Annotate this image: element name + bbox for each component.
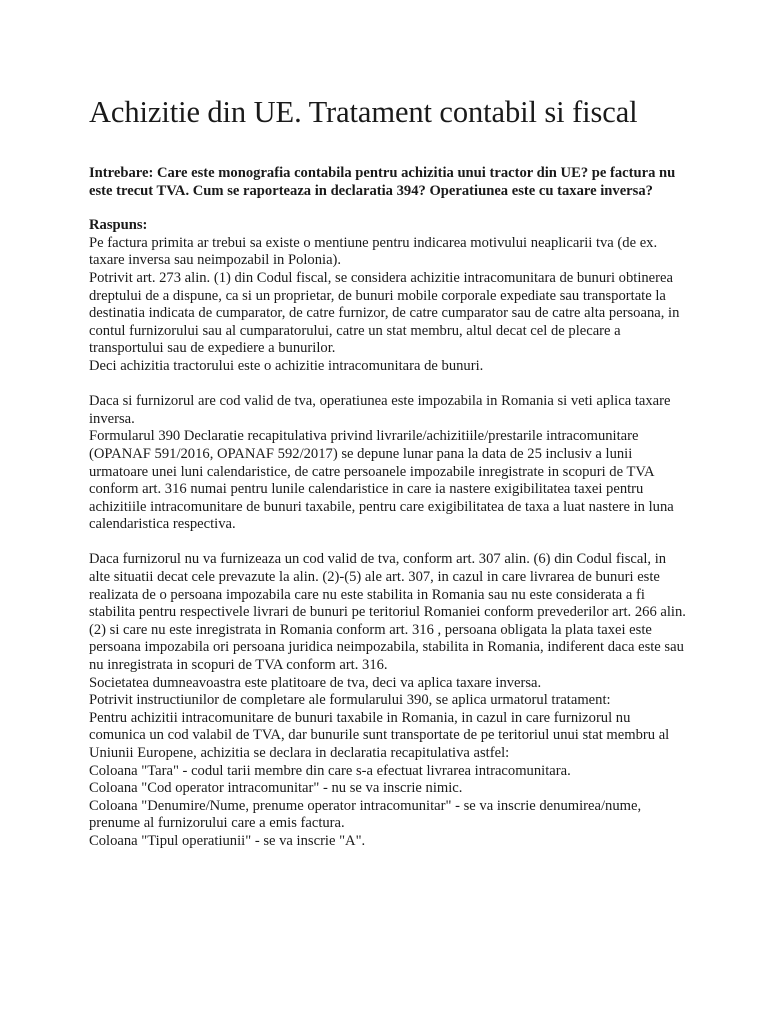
- paragraph-art-307: Daca furnizorul nu va furnizeaza un cod valid de tva, conform art. 307 alin. (6) din Codul fiscal, in alte situatii decat cele prevazute la alin. (2)-(5) ale art. 307, in cazul in care livrarea de bunuri este realizata de o persoana impozabila care nu este stabilita in Romania sau nu este considerata a fi stabilita pentru respectivele livrari de bunuri pe teritoriul Romaniei conform prevederilor art. 266 alin. (2) si care nu este inregistrata in Romania conform art. 316 , persoana obligata la plata taxei este persoana impozabila ori persoana juridica neimpozabila, stabilita in Romania, indiferent daca este sau nu inregistrata in scopuri de TVA conform art. 316.: [89, 551, 686, 674]
- paragraph-column-tara: Coloana "Tara" - codul tarii membre din care s-a efectuat livrarea intracomunitara.: [89, 762, 571, 779]
- paragraph-column-tipul-operatiunii: Coloana "Tipul operatiunii" - se va inscrie "A".: [89, 832, 366, 849]
- document-title: Achizitie din UE. Tratament contabil si fiscal: [89, 95, 638, 129]
- paragraph-spacer: [89, 534, 689, 552]
- paragraph-intracommunity-treatment: Pentru achizitii intracomunitare de bunuri taxabile in Romania, in cazul in care furnizorul nu comunica un cod valabil de TVA, dar bunurile sunt transportate de pe teritoriul unui stat membru al Uniunii Europene, achizitia se declara in declaratia recapitulativa astfel:: [89, 709, 670, 761]
- paragraph-company-vat-payer: Societatea dumneavoastra este platitoare de tva, deci va aplica taxare inversa.: [89, 674, 542, 691]
- paragraph-spacer: [89, 376, 689, 394]
- document-page: [89, 92, 689, 851]
- paragraph-art-273: Potrivit art. 273 alin. (1) din Codul fiscal, se considera achizitie intracomunitara de bunuri obtinerea dreptului de a dispune, ca si un proprietar, de bunuri mobile corporale expediate sau transportate la destinatia indicata de cumparator, de catre furnizor, de catre cumparator sau de catre alta persoana, in contul furnizorului sau al cumparatorului, catre un stat membru, altul decat cel de plecare a transportului sau de expediere a bunurilor.: [89, 269, 680, 357]
- paragraph-form-390: Formularul 390 Declaratie recapitulativa privind livrarile/achizitiile/prestarile intracomunitare (OPANAF 591/2016, OPANAF 592/2017) se depune lunar pana la data de 25 inclusiv a lunii urmatoare unei luni calendaristice, de catre persoanele impozabile inregistrate in scopuri de TVA conform art. 316 numai pentru lunile calendaristice in care ia nastere exigibilitatea taxei pentru achizitiile intracomunitare de bunuri taxabile, pentru care exigibilitatea de taxa a luat nastere in luna calendaristica respectiva.: [89, 428, 674, 533]
- paragraph-column-denumire: Coloana "Denumire/Nume, prenume operator intracomunitar" - se va inscrie denumirea/nume, prenume al furnizorului care a emis factura.: [89, 797, 642, 832]
- paragraph-column-cod-operator: Coloana "Cod operator intracomunitar" - nu se va inscrie nimic.: [89, 780, 463, 797]
- paragraph-valid-vat-code: Daca si furnizorul are cod valid de tva, operatiunea este impozabila in Romania si veti aplica taxare inversa.: [89, 393, 671, 427]
- paragraph-form-390-instructions: Potrivit instructiunilor de completare ale formularului 390, se aplica urmatorul tratament:: [89, 692, 611, 709]
- paragraph-conclusion-acquisition: Deci achizitia tractorului este o achizitie intracomunitara de bunuri.: [89, 357, 484, 374]
- question-text: Intrebare: Care este monografia contabila pentru achizitia unui tractor din UE? pe factura nu este trecut TVA. Cum se raporteaza in declaratia 394? Operatiunea este cu taxare inversa?: [89, 165, 676, 199]
- paragraph-invoice-mention: Pe factura primita ar trebui sa existe o mentiune pentru indicarea motivului neaplicarii tva (de ex. taxare inversa sau neimpozabil in Polonia).: [89, 234, 658, 269]
- answer-heading: Raspuns:: [89, 217, 148, 234]
